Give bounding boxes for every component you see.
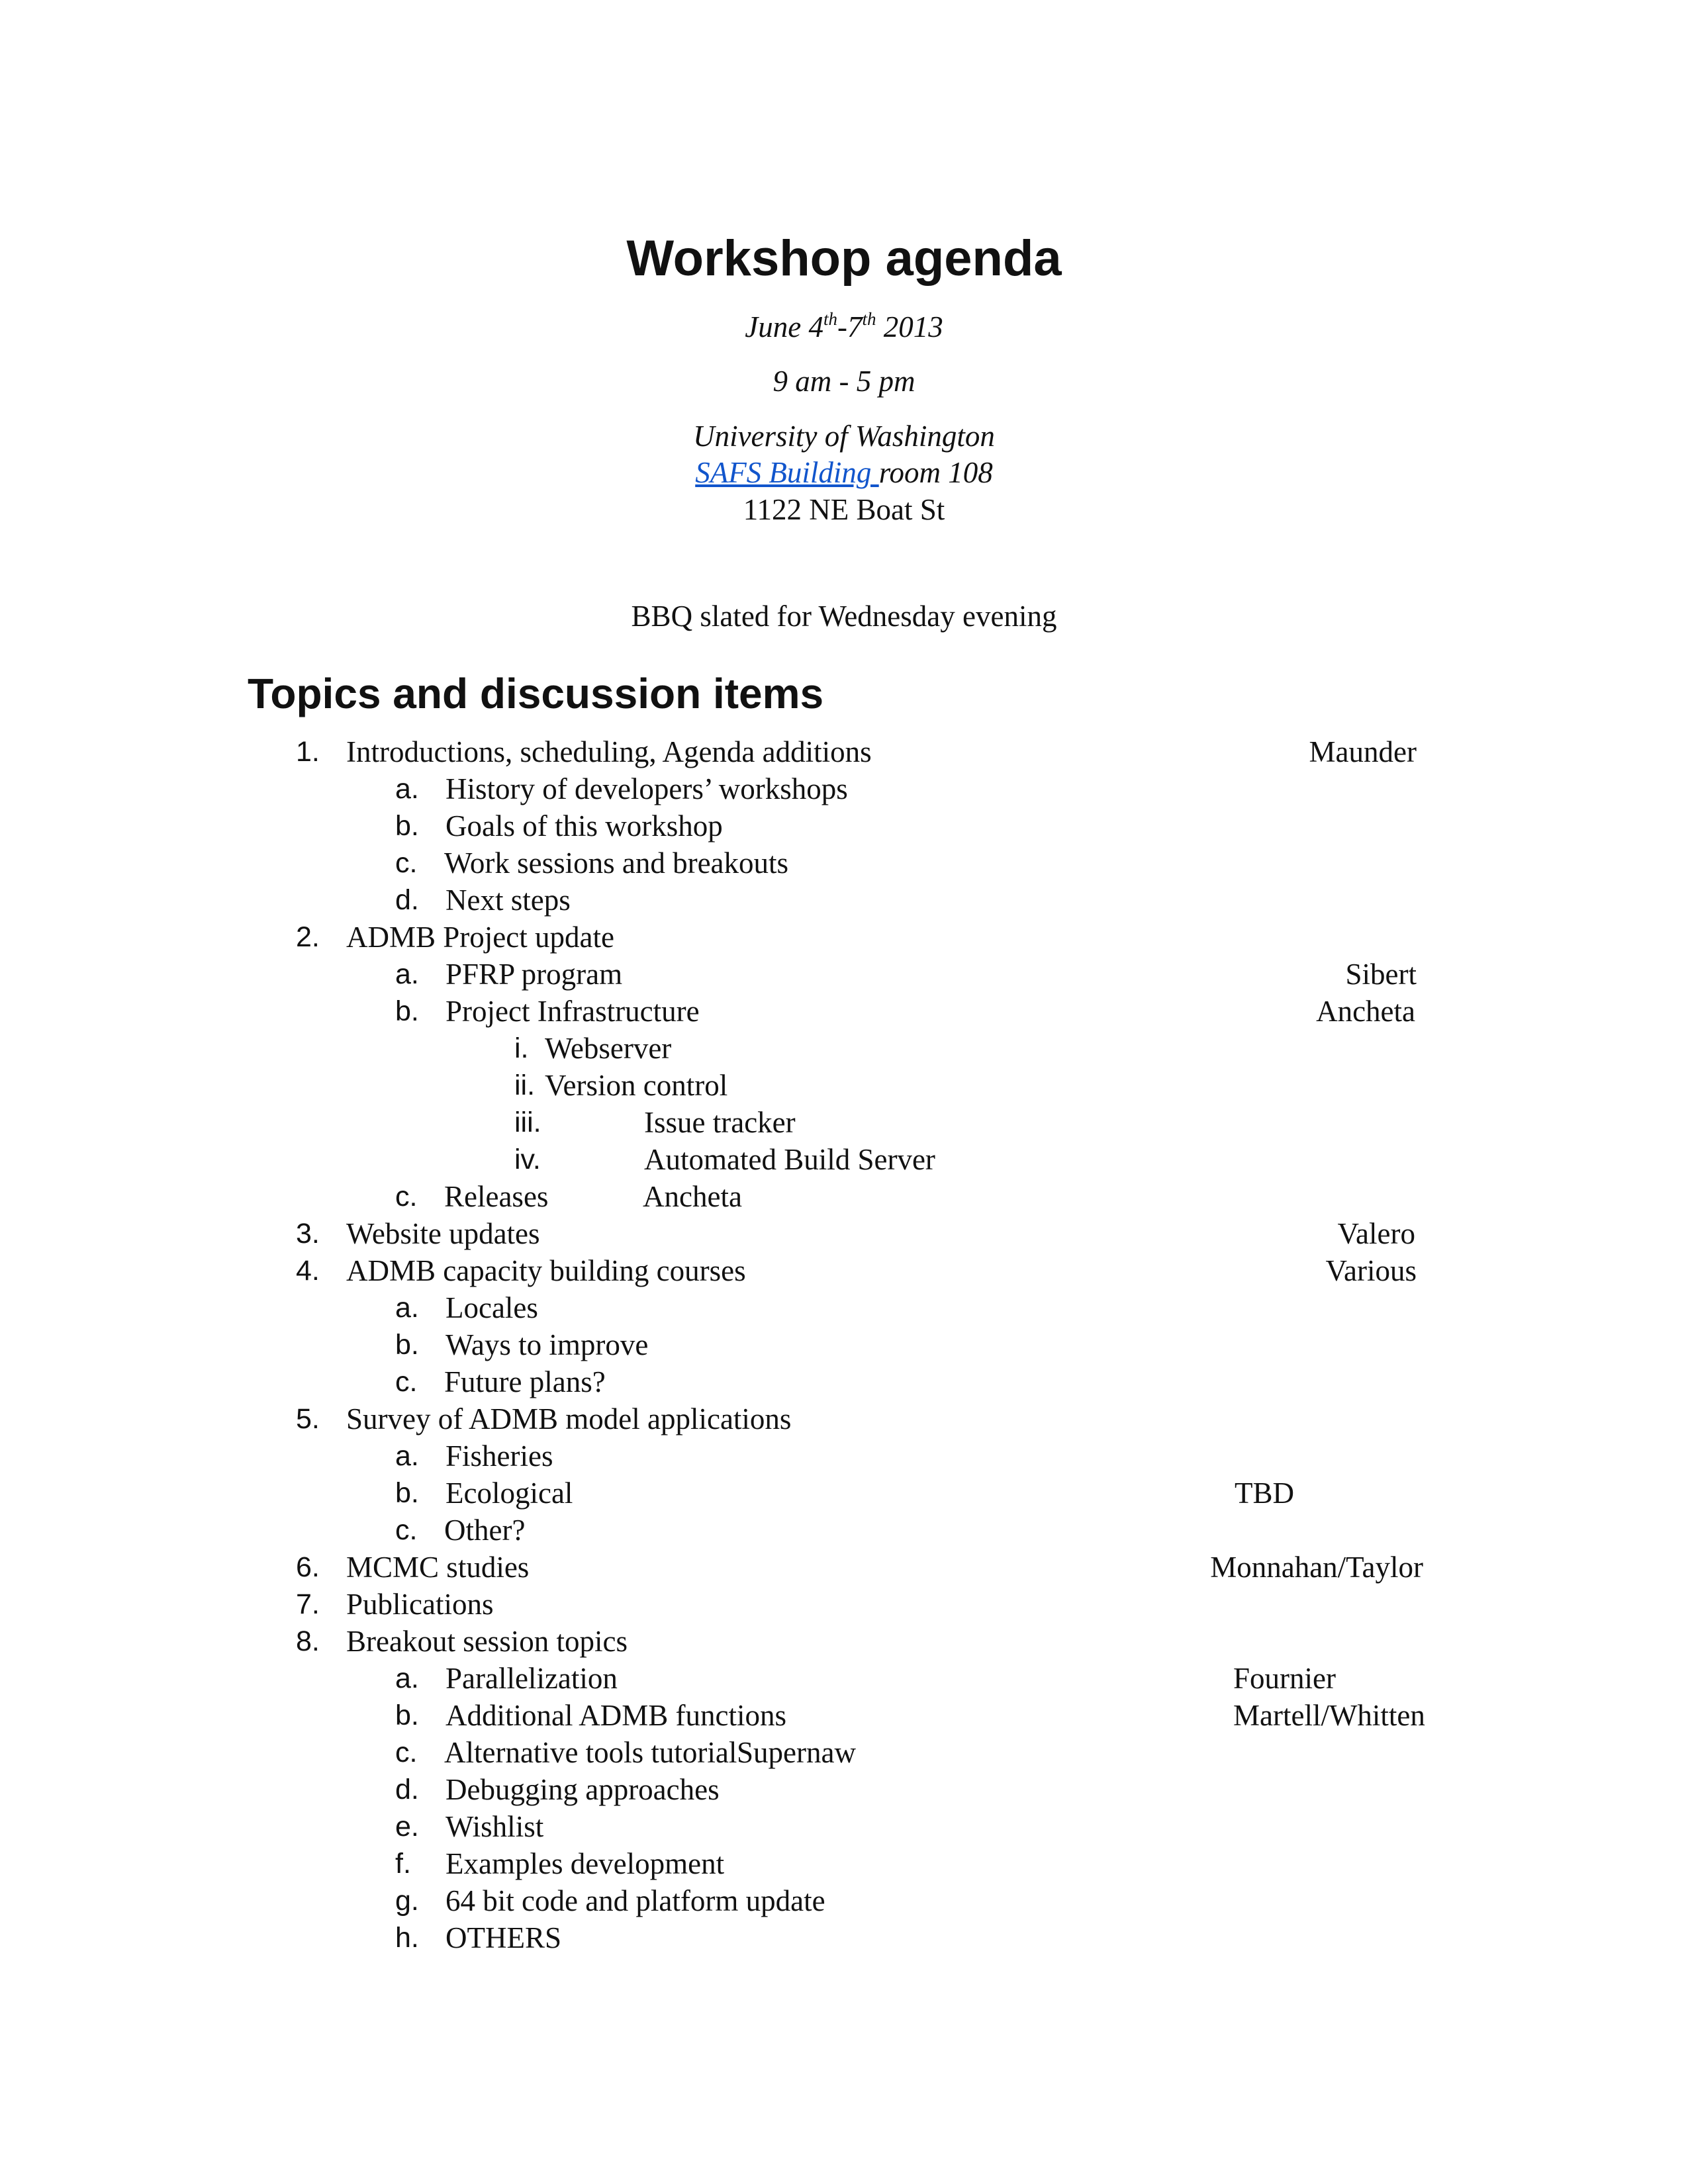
agenda-item: [0, 1437, 1688, 1475]
time-line: 9 am - 5 pm: [773, 365, 915, 398]
item-presenter: Ancheta: [1316, 995, 1415, 1028]
item-text: Releases: [444, 1180, 549, 1213]
item-marker: b.: [395, 1329, 419, 1361]
item-presenter: Various: [1325, 1254, 1417, 1287]
item-text: Additional ADMB functions: [445, 1699, 786, 1732]
item-presenter: Ancheta: [643, 1180, 742, 1213]
item-text: Issue tracker: [644, 1106, 796, 1139]
agenda-item: [0, 1734, 1688, 1771]
agenda-item: [0, 733, 1688, 770]
item-text: Version control: [545, 1069, 728, 1102]
item-text: Alternative tools tutorial: [444, 1736, 737, 1769]
item-text: Breakout session topics: [346, 1625, 628, 1658]
item-text: Ecological: [445, 1477, 573, 1510]
item-text: Future plans?: [444, 1365, 606, 1398]
item-presenter: TBD: [1235, 1477, 1294, 1510]
item-marker: c.: [395, 1737, 418, 1768]
item-marker: a.: [395, 1440, 419, 1472]
item-text: Website updates: [346, 1217, 540, 1250]
item-text: Publications: [346, 1588, 494, 1621]
item-text: Other?: [444, 1514, 526, 1547]
item-marker: d.: [395, 1774, 419, 1805]
date-mid: -7: [837, 310, 863, 343]
item-marker: 1.: [296, 736, 320, 768]
agenda-item: [0, 1623, 1688, 1660]
agenda-item: [0, 919, 1688, 956]
item-presenter: Valero: [1337, 1217, 1415, 1250]
item-presenter: Fournier: [1233, 1662, 1336, 1695]
item-presenter: Supernaw: [737, 1736, 856, 1769]
item-marker: a.: [395, 1292, 419, 1324]
date-suffix-end: th: [862, 309, 876, 329]
item-marker: 4.: [296, 1255, 320, 1287]
agenda-item: [0, 1141, 1688, 1178]
item-text: Fisheries: [445, 1439, 553, 1473]
agenda-item: [0, 1400, 1688, 1437]
agenda-item: [0, 1030, 1688, 1067]
item-marker: iv.: [514, 1144, 541, 1175]
item-marker: 3.: [296, 1218, 320, 1250]
agenda-item: [0, 807, 1688, 844]
item-presenter: Sibert: [1345, 958, 1417, 991]
page-title: Workshop agenda: [626, 230, 1062, 287]
item-marker: 5.: [296, 1403, 320, 1435]
agenda-item: [0, 1178, 1688, 1215]
item-marker: b.: [395, 995, 419, 1027]
item-presenter: Martell/Whitten: [1233, 1699, 1425, 1732]
agenda-item: [0, 770, 1688, 807]
item-presenter: Maunder: [1309, 735, 1417, 768]
date-suffix-start: th: [823, 309, 837, 329]
item-text: Project Infrastructure: [445, 995, 700, 1028]
item-text: Introductions, scheduling, Agenda additions: [346, 735, 872, 768]
agenda-item: [0, 1808, 1688, 1845]
item-text: Examples development: [445, 1847, 725, 1880]
date-line: [0, 308, 1688, 345]
university-line: University of Washington: [693, 420, 995, 453]
agenda-item: [0, 1326, 1688, 1363]
item-marker: 7.: [296, 1588, 320, 1620]
item-text: MCMC studies: [346, 1551, 530, 1584]
item-marker: c.: [395, 1181, 418, 1212]
item-marker: 6.: [296, 1551, 320, 1583]
item-marker: a.: [395, 958, 419, 990]
room-number: room 108: [878, 456, 993, 489]
item-text: OTHERS: [445, 1921, 562, 1954]
item-text: Automated Build Server: [644, 1143, 935, 1176]
agenda-item: [0, 1067, 1688, 1104]
address-line: 1122 NE Boat St: [743, 493, 945, 526]
section-heading: Topics and discussion items: [248, 670, 824, 717]
bbq-note: BBQ slated for Wednesday evening: [631, 600, 1057, 633]
agenda-item: [0, 1289, 1688, 1326]
item-marker: b.: [395, 810, 419, 842]
agenda-item: [0, 1586, 1688, 1623]
item-text: Survey of ADMB model applications: [346, 1402, 792, 1435]
date-year: 2013: [876, 310, 943, 343]
item-text: ADMB capacity building courses: [346, 1254, 746, 1287]
item-text: Webserver: [545, 1032, 672, 1065]
item-marker: ii.: [514, 1069, 536, 1101]
item-text: 64 bit code and platform update: [445, 1884, 825, 1917]
item-marker: h.: [395, 1922, 419, 1954]
agenda-item: [0, 993, 1688, 1030]
agenda-item: [0, 1252, 1688, 1289]
agenda-item: [0, 1512, 1688, 1549]
item-marker: iii.: [514, 1107, 541, 1138]
room-line: [0, 454, 1688, 491]
item-marker: i.: [514, 1032, 529, 1064]
agenda-item: [0, 882, 1688, 919]
agenda-item: [0, 1882, 1688, 1919]
item-marker: a.: [395, 773, 419, 805]
item-marker: c.: [395, 1366, 418, 1398]
item-marker: b.: [395, 1700, 419, 1731]
item-text: Parallelization: [445, 1662, 618, 1695]
agenda-item: [0, 956, 1688, 993]
agenda-item: [0, 1215, 1688, 1252]
item-text: Debugging approaches: [445, 1773, 720, 1806]
agenda-item: [0, 1104, 1688, 1141]
item-marker: d.: [395, 884, 419, 916]
item-marker: c.: [395, 847, 418, 879]
date-month: June 4: [745, 310, 823, 343]
item-text: Wishlist: [445, 1810, 544, 1843]
item-text: Ways to improve: [445, 1328, 649, 1361]
agenda-item: [0, 1475, 1688, 1512]
item-marker: 8.: [296, 1625, 320, 1657]
item-text: PFRP program: [445, 958, 623, 991]
agenda-item: [0, 1660, 1688, 1697]
agenda-item: [0, 844, 1688, 882]
item-text: History of developers’ workshops: [445, 772, 848, 805]
item-text: ADMB Project update: [346, 921, 614, 954]
item-marker: f.: [395, 1848, 411, 1880]
agenda-item: [0, 1549, 1688, 1586]
item-presenter: Monnahan/Taylor: [1210, 1551, 1423, 1584]
agenda-item: [0, 1363, 1688, 1400]
agenda-item: [0, 1919, 1688, 1956]
item-text: Locales: [445, 1291, 538, 1324]
item-text: Work sessions and breakouts: [444, 846, 789, 880]
agenda-item: [0, 1697, 1688, 1734]
item-marker: 2.: [296, 921, 320, 953]
item-marker: e.: [395, 1811, 419, 1843]
item-marker: c.: [395, 1514, 418, 1546]
item-marker: g.: [395, 1885, 419, 1917]
agenda-item: [0, 1771, 1688, 1808]
agenda-item: [0, 1845, 1688, 1882]
item-marker: a.: [395, 1662, 419, 1694]
item-text: Goals of this workshop: [445, 809, 723, 842]
safs-building-link[interactable]: SAFS Building: [695, 456, 879, 489]
item-marker: b.: [395, 1477, 419, 1509]
item-text: Next steps: [445, 884, 571, 917]
